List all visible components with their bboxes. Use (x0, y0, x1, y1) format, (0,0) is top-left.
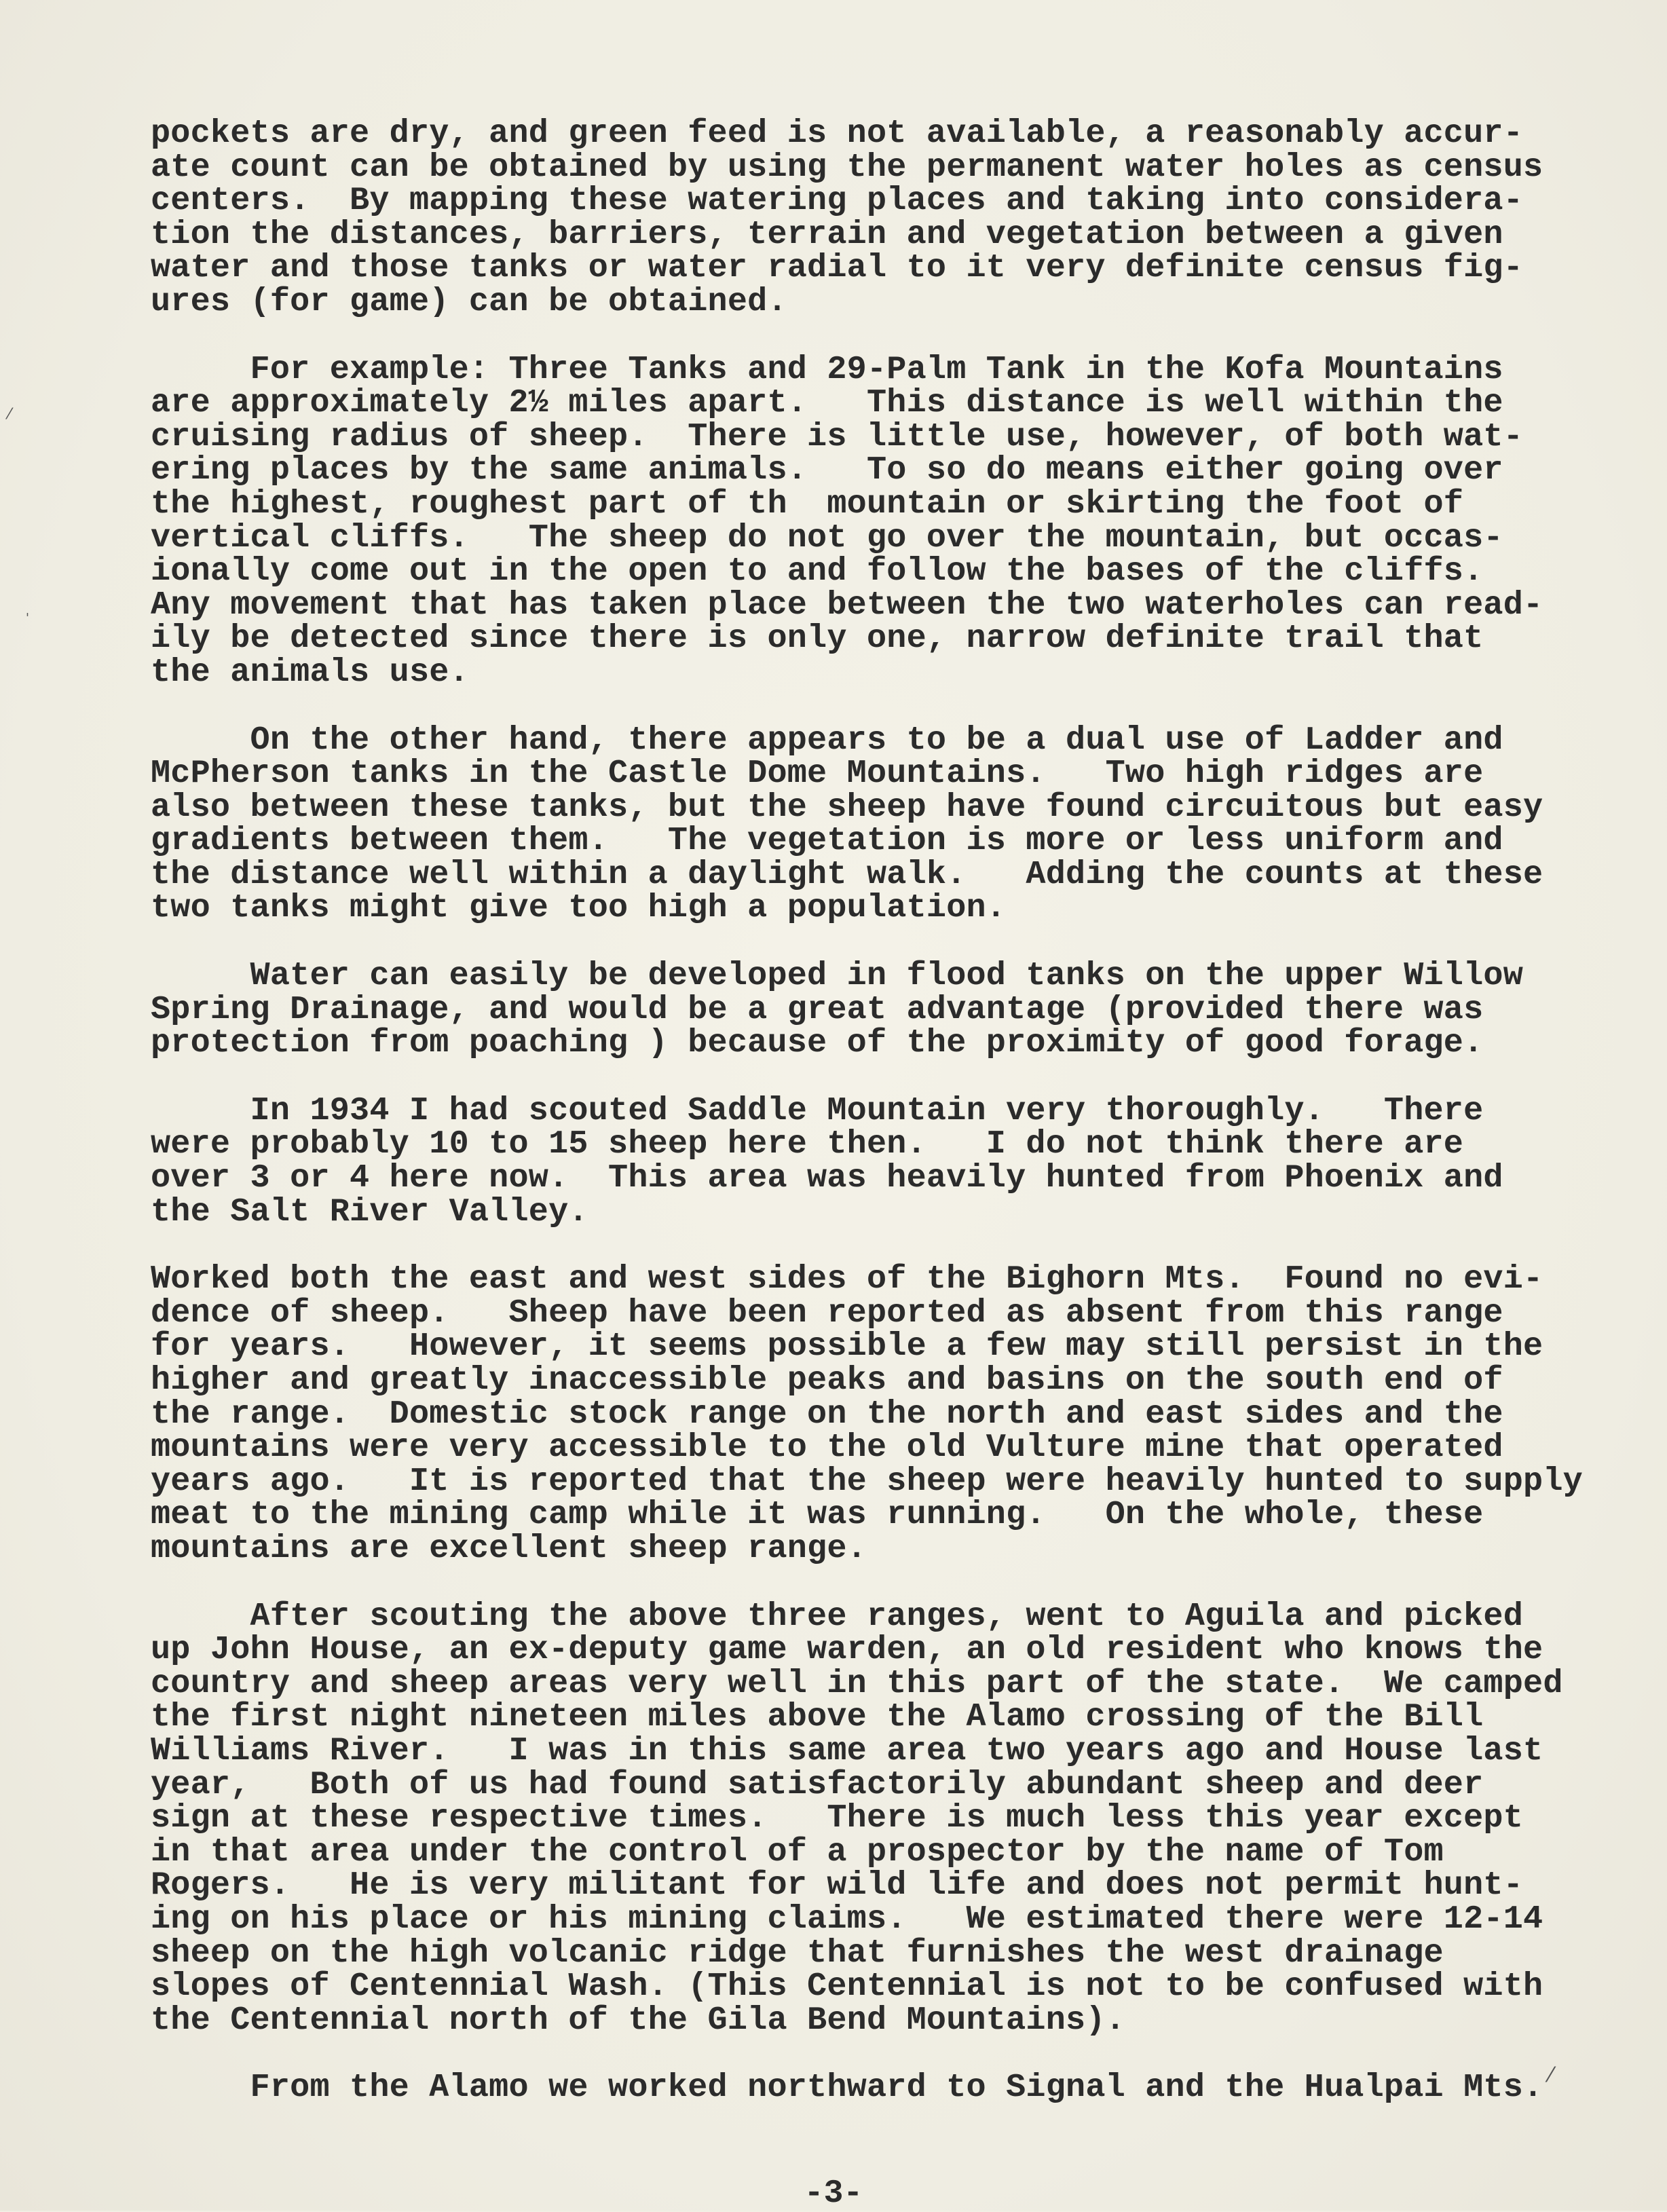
document-body (151, 117, 1610, 2139)
text-line: ures (for game) can be obtained. (151, 282, 787, 320)
text-line: the animals use. (151, 653, 469, 691)
text-line: For example: Three Tanks and 29-Palm Tank in the Kofa Mountains (151, 350, 1503, 388)
stray-mark: ⁄ (8, 406, 11, 423)
text-line: pockets are dry, and green feed is not available, a reasonably accur- (151, 115, 1524, 152)
text-line: gradients between them. The vegetation is more or less uniform and (151, 822, 1503, 860)
text-line: Any movement that has taken place between the two waterholes can read- (151, 586, 1543, 624)
paragraph (151, 1262, 1610, 1565)
text-line: McPherson tanks in the Castle Dome Mountains. Two high ridges are (151, 755, 1484, 793)
text-line: centers. By mapping these watering places and taking into considera- (151, 182, 1524, 220)
text-line: over 3 or 4 here now. This area was heavily hunted from Phoenix and (151, 1159, 1503, 1197)
text-line: the range. Domestic stock range on the north and east sides and the (151, 1395, 1503, 1433)
text-line: After scouting the above three ranges, went to Aguila and picked (151, 1597, 1524, 1635)
text-line: cruising radius of sheep. There is little use, however, of both wat- (151, 417, 1524, 455)
text-line: In 1934 I had scouted Saddle Mountain very thoroughly. There (151, 1091, 1484, 1129)
text-line: the Salt River Valley. (151, 1193, 588, 1231)
paragraph (151, 1597, 1610, 2039)
text-line: dence of sheep. Sheep have been reported as absent from this range (151, 1294, 1503, 1332)
text-line: the first night nineteen miles above the Alamo crossing of the Bill (151, 1698, 1484, 1736)
text-line: mountains are excellent sheep range. (151, 1529, 867, 1567)
text-line: are approximately 2½ miles apart. This distance is well within the (151, 384, 1503, 422)
text-line: country and sheep areas very well in this part of the state. We camped (151, 1664, 1563, 1702)
text-line: ering places by the same animals. To so do means either going over (151, 451, 1503, 489)
text-line: From the Alamo we worked northward to Signal and the Hualpai Mts. (151, 2069, 1543, 2107)
text-line: ate count can be obtained by using the permanent water holes as census (151, 148, 1543, 186)
text-line: year, Both of us had found satisfactorily abundant sheep and deer (151, 1765, 1484, 1803)
page-number: -3- (804, 2175, 863, 2212)
text-line: ionally come out in the open to and follow the bases of the cliffs. (151, 552, 1484, 591)
text-line: also between these tanks, but the sheep have found circuitous but easy (151, 788, 1543, 826)
text-line: Williams River. I was in this same area two years ago and House last (151, 1731, 1543, 1769)
text-line: ily be detected since there is only one, narrow definite trail that (151, 620, 1484, 658)
text-line: water and those tanks or water radial to it very definite census fig- (151, 249, 1524, 287)
text-line: Water can easily be developed in flood tanks on the upper Willow (151, 957, 1524, 995)
text-line: mountains were very accessible to the old Vulture mine that operated (151, 1429, 1503, 1467)
text-line: protection from poaching ) because of the proximity of good forage. (151, 1024, 1484, 1062)
text-line: the distance well within a daylight walk. Adding the counts at these (151, 855, 1543, 893)
paragraph (151, 959, 1610, 1060)
text-line: sign at these respective times. There is much less this year except (151, 1799, 1524, 1837)
text-line: sheep on the high volcanic ridge that furnishes the west drainage (151, 1934, 1444, 1972)
text-line: Spring Drainage, and would be a great advantage (provided there was (151, 990, 1484, 1028)
text-line: Worked both the east and west sides of the Bighorn Mts. Found no evi- (151, 1260, 1543, 1298)
text-line: On the other hand, there appears to be a dual use of Ladder and (151, 721, 1503, 759)
text-line: were probably 10 to 15 sheep here then. I do not think there are (151, 1125, 1464, 1163)
paragraph (151, 350, 1610, 691)
text-line: meat to the mining camp while it was running. On the whole, these (151, 1496, 1484, 1534)
text-line: ing on his place or his mining claims. We estimated there were 12-14 (151, 1900, 1543, 1938)
text-line: higher and greatly inaccessible peaks and basins on the south end of (151, 1362, 1503, 1399)
text-line: vertical cliffs. The sheep do not go over the mountain, but occas- (151, 519, 1503, 557)
text-line: for years. However, it seems possible a few may still persist in the (151, 1328, 1543, 1366)
text-line: slopes of Centennial Wash. (This Centennial is not to be confused with (151, 1968, 1543, 2006)
text-line: two tanks might give too high a population. (151, 889, 1007, 927)
text-line: the highest, roughest part of th mountain or skirting the foot of (151, 485, 1464, 523)
stray-mark: ' (26, 611, 29, 625)
text-line: up John House, an ex-deputy game warden, an old resident who knows the (151, 1631, 1543, 1669)
paragraph (151, 117, 1610, 319)
text-line: Rogers. He is very militant for wild life and does not permit hunt- (151, 1867, 1524, 1905)
text-line: years ago. It is reported that the sheep were heavily hunted to supply (151, 1462, 1583, 1500)
stray-mark: ⁄ (1549, 2063, 1553, 2087)
paragraph (151, 2071, 1610, 2105)
paragraph (151, 1091, 1610, 1231)
text-line: tion the distances, barriers, terrain and vegetation between a given (151, 215, 1503, 253)
text-line: in that area under the control of a prospector by the name of Tom (151, 1833, 1444, 1871)
paragraph (151, 721, 1610, 927)
text-line: the Centennial north of the Gila Bend Mountains). (151, 2001, 1125, 2039)
